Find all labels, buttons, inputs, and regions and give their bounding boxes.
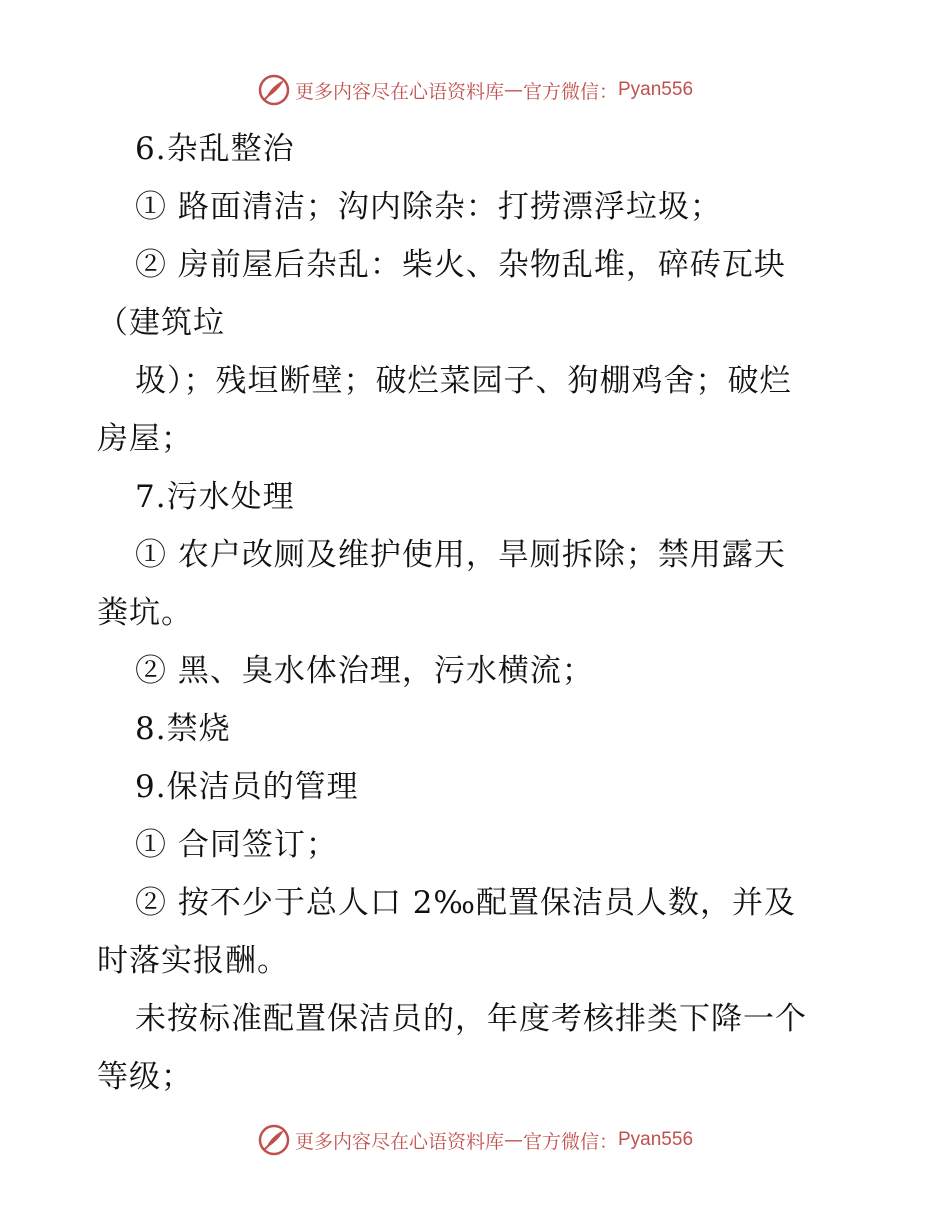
paragraph-line: 等级； [97, 1059, 193, 1095]
paragraph-line: ② 房前屋后杂乱：柴火、杂物乱堆，碎砖瓦块 [135, 247, 786, 283]
watermark-header [0, 70, 950, 110]
watermark-id: Pyan556 [618, 1129, 694, 1150]
paragraph-line: ② 黑、臭水体治理，污水横流； [135, 653, 594, 689]
watermark-dash: — [503, 79, 523, 101]
watermark-official: 官方微信： [522, 80, 618, 103]
watermark-text: 更多内容尽在心语资料库 [294, 1130, 504, 1153]
document-body [97, 120, 857, 1106]
paragraph-line: 房屋； [97, 421, 193, 457]
feather-logo-icon [257, 1123, 291, 1157]
watermark-footer [0, 1120, 950, 1160]
heading-6: 6.杂乱整治 [135, 131, 295, 167]
paragraph-line: ① 农户改厕及维护使用，旱厕拆除；禁用露天 [135, 537, 786, 573]
paragraph-line: 未按标准配置保洁员的，年度考核排类下降一个 [135, 1001, 807, 1037]
paragraph-line: 圾）；残垣断壁；破烂菜园子、狗棚鸡舍；破烂 [135, 363, 792, 399]
paragraph-line: ② 按不少于总人口 2‰配置保洁员人数，并及 [135, 885, 797, 921]
paragraph-line: （建筑垃 [97, 305, 225, 341]
paragraph-line: ① 路面清洁；沟内除杂：打捞漂浮垃圾； [135, 189, 722, 225]
heading-7: 7.污水处理 [135, 479, 295, 515]
watermark-official: 官方微信： [522, 1130, 618, 1153]
watermark-text: 更多内容尽在心语资料库 [294, 80, 504, 103]
heading-8: 8.禁烧 [135, 711, 231, 747]
feather-logo-icon [257, 73, 291, 107]
paragraph-line: ① 合同签订； [135, 827, 338, 863]
paragraph-line: 粪坑。 [97, 595, 193, 631]
heading-9: 9.保洁员的管理 [135, 769, 359, 805]
watermark-id: Pyan556 [618, 79, 694, 100]
watermark-dash: — [503, 1129, 523, 1151]
paragraph-line: 时落实报酬。 [97, 943, 289, 979]
